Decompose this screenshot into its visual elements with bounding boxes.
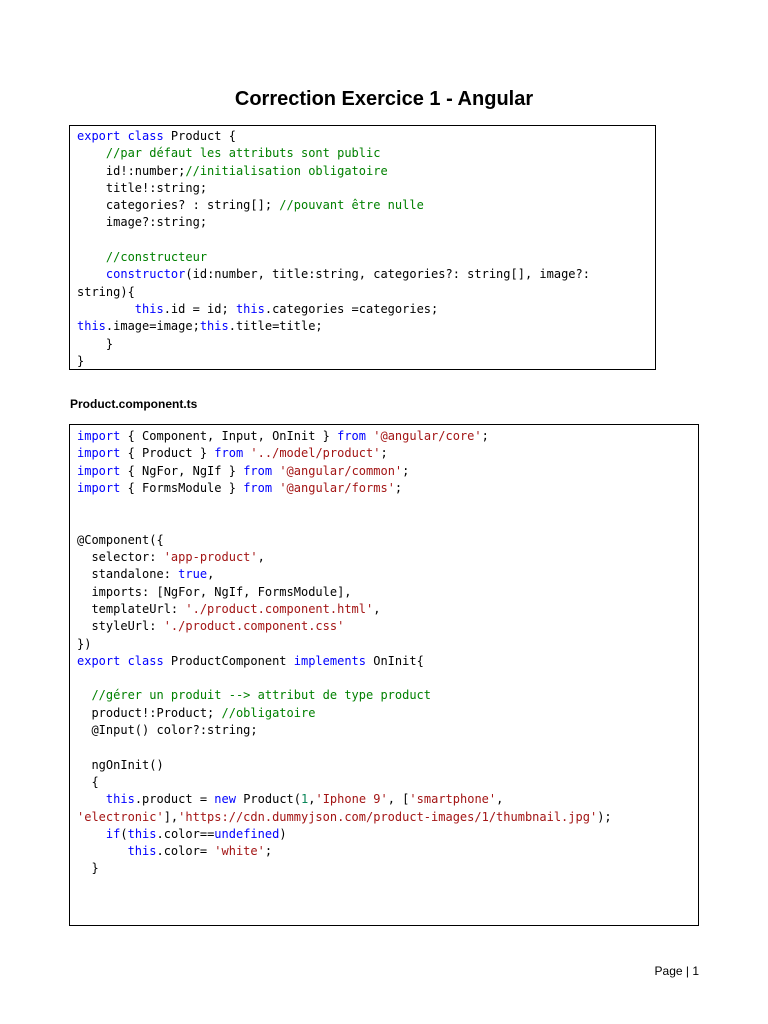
code-line bbox=[77, 318, 648, 335]
code-token: //gérer un produit --> attribut de type product bbox=[91, 688, 432, 703]
code-token: import bbox=[77, 463, 121, 478]
code-token: ; bbox=[380, 446, 388, 461]
code-token: ; bbox=[481, 429, 489, 443]
code-token: this bbox=[235, 301, 265, 316]
code-line bbox=[77, 497, 691, 514]
code-token: import bbox=[77, 446, 121, 461]
code-token: //par défaut les attributs sont public bbox=[105, 146, 381, 161]
code-token: '@angular/common' bbox=[279, 463, 403, 478]
code-token: 'https://cdn.dummyjson.com/product-images/1/thumbnail.jpg' bbox=[178, 809, 598, 824]
code-token: selector: bbox=[77, 550, 164, 565]
code-token: .id = id; bbox=[163, 301, 236, 316]
code-token bbox=[77, 688, 91, 702]
code-token: { bbox=[77, 774, 99, 789]
code-token: .color= bbox=[156, 844, 215, 859]
code-line bbox=[77, 653, 691, 670]
code-token: (id:number, title:string, categories?: string[], image?: bbox=[185, 267, 590, 282]
code-token bbox=[77, 844, 128, 858]
code-line bbox=[77, 739, 691, 756]
code-token: } bbox=[77, 336, 114, 351]
code-token: //pouvant être nulle bbox=[279, 198, 424, 213]
code-token: import bbox=[77, 480, 121, 495]
code-token: if bbox=[105, 826, 121, 841]
code-line bbox=[77, 463, 691, 480]
code-line bbox=[77, 249, 648, 266]
code-token: @Input() color?:string; bbox=[77, 723, 258, 738]
code-token bbox=[77, 827, 106, 841]
code-token: , bbox=[257, 550, 265, 565]
code-token: 'white' bbox=[214, 844, 265, 859]
code-line bbox=[77, 584, 691, 601]
code-token: .categories =categories; bbox=[264, 301, 439, 316]
code-line bbox=[77, 757, 691, 774]
code-token: id!:number; bbox=[77, 163, 186, 178]
code-token: ngOnInit() bbox=[77, 757, 164, 772]
code-token: .product = bbox=[134, 792, 215, 807]
code-token: .title=title; bbox=[228, 319, 323, 334]
code-line bbox=[77, 860, 691, 877]
code-token: image?:string; bbox=[77, 215, 208, 230]
code-line bbox=[77, 232, 648, 249]
code-token: styleUrl: bbox=[77, 619, 164, 634]
code-token: '@angular/forms' bbox=[279, 480, 395, 495]
code-token: 'electronic' bbox=[77, 809, 164, 824]
code-line bbox=[77, 145, 648, 162]
code-token bbox=[77, 302, 135, 316]
code-token: ], bbox=[163, 809, 179, 824]
code-token: ProductComponent bbox=[163, 653, 294, 668]
code-token: export class bbox=[77, 129, 164, 143]
code-token: ; bbox=[264, 844, 273, 859]
code-line bbox=[77, 566, 691, 583]
code-line bbox=[77, 791, 691, 808]
code-token: export class bbox=[77, 653, 164, 668]
section-heading: Product.component.ts bbox=[70, 397, 198, 411]
code-line bbox=[77, 722, 691, 739]
code-token: categories? : string[]; bbox=[77, 198, 280, 213]
code-line bbox=[77, 214, 648, 231]
code-token: , bbox=[496, 792, 504, 807]
code-token: //initialisation obligatoire bbox=[185, 163, 388, 178]
code-token: this bbox=[134, 301, 164, 316]
code-token: 'app-product' bbox=[163, 550, 258, 565]
code-line bbox=[77, 843, 691, 860]
code-token: ( bbox=[120, 826, 128, 841]
code-line bbox=[77, 601, 691, 618]
code-line bbox=[77, 618, 691, 635]
code-token: this bbox=[77, 319, 106, 334]
code-token: //obligatoire bbox=[221, 705, 316, 720]
code-token: .color== bbox=[156, 826, 215, 841]
code-token: import bbox=[77, 429, 121, 443]
code-token: 1 bbox=[301, 792, 309, 807]
code-token: product!:Product; bbox=[77, 705, 222, 720]
code-token: this bbox=[127, 826, 157, 841]
code-token: { Product } bbox=[120, 446, 215, 461]
code-line bbox=[77, 284, 648, 301]
code-token: undefined bbox=[214, 826, 280, 841]
code-token: implements bbox=[293, 653, 366, 668]
code-line bbox=[77, 428, 691, 445]
code-token: 'smartphone' bbox=[409, 792, 497, 807]
code-token: , bbox=[207, 567, 215, 582]
code-line bbox=[77, 266, 648, 283]
code-line bbox=[77, 514, 691, 531]
code-token: constructor bbox=[105, 267, 186, 282]
code-token: from bbox=[243, 480, 273, 495]
code-token: @Component({ bbox=[77, 532, 164, 547]
code-token: './product.component.html' bbox=[185, 601, 374, 616]
code-line bbox=[77, 336, 648, 353]
code-token: standalone: bbox=[77, 567, 179, 582]
code-token: , bbox=[308, 792, 316, 807]
code-token: ; bbox=[402, 463, 410, 478]
code-token: { Component, Input, OnInit } bbox=[120, 429, 338, 443]
code-token: title!:string; bbox=[77, 180, 208, 195]
code-token: this bbox=[199, 319, 229, 334]
code-token: from bbox=[243, 463, 273, 478]
code-line bbox=[77, 826, 691, 843]
code-token: imports: [NgFor, NgIf, FormsModule], bbox=[77, 584, 352, 599]
code-token: '@angular/core' bbox=[373, 429, 482, 443]
code-line bbox=[77, 163, 648, 180]
code-token bbox=[77, 250, 106, 264]
code-line bbox=[77, 549, 691, 566]
code-token: , [ bbox=[387, 792, 410, 807]
code-token: new bbox=[214, 792, 236, 807]
code-token: Product { bbox=[163, 129, 236, 143]
code-token: this bbox=[127, 844, 157, 859]
page-number: Page | 1 bbox=[654, 964, 699, 978]
code-line bbox=[77, 774, 691, 791]
code-line bbox=[77, 480, 691, 497]
code-token: ); bbox=[597, 809, 612, 824]
code-token: '../model/product' bbox=[250, 446, 381, 461]
code-token: from bbox=[214, 446, 244, 461]
code-token: './product.component.css' bbox=[163, 619, 345, 634]
code-line bbox=[77, 353, 648, 370]
code-token bbox=[77, 267, 106, 281]
code-token: .image=image; bbox=[105, 319, 200, 334]
product-model-code-block bbox=[69, 125, 656, 370]
code-token: } bbox=[77, 861, 99, 876]
code-token: OnInit{ bbox=[366, 653, 424, 668]
code-line bbox=[77, 128, 648, 145]
code-line bbox=[77, 301, 648, 318]
code-line bbox=[77, 705, 691, 722]
product-component-code-block bbox=[69, 424, 699, 926]
code-token: string){ bbox=[77, 284, 135, 299]
code-line bbox=[77, 532, 691, 549]
code-line bbox=[77, 687, 691, 704]
code-token: this bbox=[105, 792, 135, 807]
code-token: 'Iphone 9' bbox=[315, 792, 388, 807]
code-token: ) bbox=[279, 826, 287, 841]
code-token: templateUrl: bbox=[77, 601, 186, 616]
code-line bbox=[77, 180, 648, 197]
code-token bbox=[77, 146, 106, 160]
code-line bbox=[77, 809, 691, 826]
code-token: } bbox=[77, 353, 85, 368]
page-title: Correction Exercice 1 - Angular bbox=[234, 88, 534, 110]
code-token: //constructeur bbox=[105, 250, 208, 265]
code-token: { FormsModule } bbox=[120, 480, 244, 495]
code-token: Product( bbox=[235, 792, 302, 807]
code-line bbox=[77, 445, 691, 462]
code-token bbox=[77, 792, 106, 806]
code-line bbox=[77, 636, 691, 653]
code-token: , bbox=[373, 601, 381, 616]
code-line bbox=[77, 197, 648, 214]
code-token: { NgFor, NgIf } bbox=[120, 463, 244, 478]
code-token: from bbox=[337, 429, 367, 443]
code-token: }) bbox=[77, 636, 92, 651]
code-token: ; bbox=[394, 480, 403, 495]
code-line bbox=[77, 670, 691, 687]
code-token: true bbox=[178, 567, 208, 582]
